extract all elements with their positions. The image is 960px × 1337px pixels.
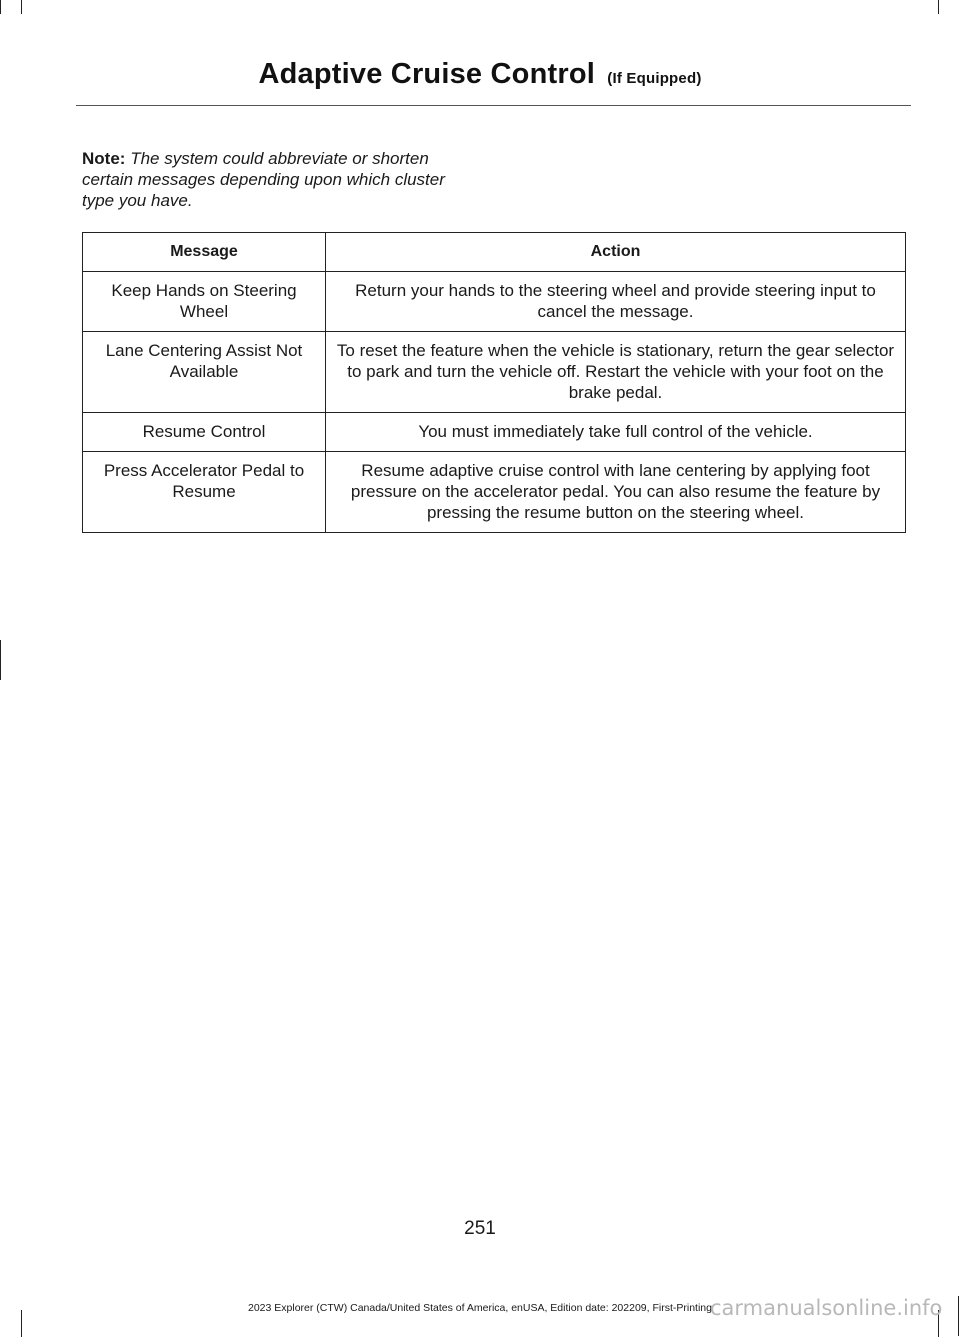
action-cell: You must immediately take full control of the vehicle. <box>326 413 906 452</box>
crop-mark <box>21 1310 22 1337</box>
table-row <box>83 332 906 413</box>
page-title-subtitle: (If Equipped) <box>607 70 702 87</box>
action-cell: Return your hands to the steering wheel and provide steering input to cancel the message. <box>326 272 906 332</box>
edition-footer: 2023 Explorer (CTW) Canada/United States of America, enUSA, Edition date: 202209, First-Printing <box>248 1302 712 1314</box>
page-title-text: Adaptive Cruise Control <box>258 58 595 90</box>
messages-table <box>82 232 906 533</box>
note-paragraph <box>82 148 477 211</box>
action-cell: To reset the feature when the vehicle is stationary, return the gear selector to park and turn the vehicle off. Restart the vehicle with your foot on the brake pedal. <box>326 332 906 413</box>
page-title <box>0 58 960 91</box>
note-label: Note: <box>82 149 126 168</box>
crop-mark <box>938 0 939 14</box>
table-row <box>83 452 906 533</box>
table-header-row <box>83 233 906 272</box>
header-divider <box>76 105 911 106</box>
note-text: The system could abbreviate or shorten certain messages depending upon which cluster type you have. <box>82 149 445 210</box>
table-row <box>83 413 906 452</box>
crop-mark <box>0 640 1 680</box>
message-cell: Press Accelerator Pedal to Resume <box>83 452 326 533</box>
watermark: carmanualsonline.info <box>710 1296 943 1320</box>
column-header-action: Action <box>326 233 906 272</box>
page-number: 251 <box>464 1218 496 1239</box>
action-cell: Resume adaptive cruise control with lane centering by applying foot pressure on the accelerator pedal. You can also resume the feature by pressing the resume button on the steering wheel. <box>326 452 906 533</box>
message-cell: Resume Control <box>83 413 326 452</box>
crop-mark <box>0 0 1 14</box>
message-cell: Lane Centering Assist Not Available <box>83 332 326 413</box>
table-row <box>83 272 906 332</box>
column-header-message: Message <box>83 233 326 272</box>
message-cell: Keep Hands on Steering Wheel <box>83 272 326 332</box>
